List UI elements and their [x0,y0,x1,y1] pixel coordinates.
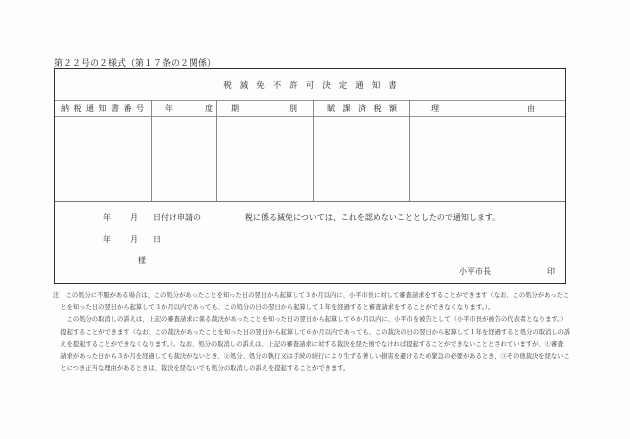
note-line: 提起することができます（なお、この裁決があったことを知った日の翌日から起算して６か月以内であっても、この裁決の日の翌日から起算して１年を経過すると処分の取消しの訴 [54,328,571,336]
decision-message: 税に係る減免については、これを認めないこととしたので通知します。 [245,213,501,222]
legal-notes [54,290,570,375]
notice-message-area [55,201,565,283]
header-reason: 理 由 [431,103,535,113]
cell-fiscal-year[interactable] [152,117,216,201]
note-line: 注 この処分に不服がある場合は、この処分があったことを知った日の翌日から起算して３か月以内に、小平市長に対して審査請求をすることができます（なお、この処分があったこ [53,292,570,299]
note-line: 請求があった日から３か月を経過しても裁決がないとき、②処分、処分の執行又は手続の続行により生ずる著しい損害を避けるため緊急の必要があるとき、③その他裁決を経ないこ [54,353,570,361]
form-number-label: 第２２号の２様式（第１７条の２関係） [54,59,217,69]
header-assessed-tax: 賦 課 済 税 額 [327,103,397,113]
issuer-name: 小平市長 [459,267,491,276]
notice-day-label: 日 [153,235,161,244]
header-period: 期 別 [231,103,297,113]
cell-reason[interactable] [410,117,565,201]
notice-form [54,68,566,284]
cell-period[interactable] [217,117,313,201]
header-notice-number: 納 税 通 知 書 番 号 [61,103,144,113]
note-line: とにつき正当な理由があるときは、裁決を経ないでも処分の取消しの訴えを提起することができます。 [54,365,350,373]
cell-notice-number[interactable] [55,117,151,201]
title-row [55,69,565,101]
notice-month-label: 月 [130,235,138,244]
column-header-row [55,100,565,117]
addressee-suffix: 様 [138,256,146,265]
seal-mark: 印 [547,267,555,276]
header-fiscal-year: 年 度 [165,103,213,113]
note-line: えを提起することができなくなります。）。なお、処分の取消しの訴えは、上記の審査請求に対する裁決を経た後でなければ提起することができないこととされていますが、①審査 [54,340,564,348]
application-month-label: 月 [130,213,138,222]
note-line: とを知った日の翌日から起算して３か月以内であっても、この処分の日の翌日から起算して１年を経過すると審査請求をすることができなくなります。）。 [54,304,495,312]
application-date-text: 日付け申請の [153,213,201,222]
cell-assessed-tax[interactable] [314,117,409,201]
notice-year-label: 年 [103,235,111,244]
application-year-label: 年 [103,213,111,222]
document-title: 税減免不許可決定通知書 [223,80,405,91]
note-line: この処分の取消しの訴えは、上記の審査請求に係る裁決があったことを知った日の翌日から起算して６か月以内に、小平市を被告として（小平市長が被告の代表者となります。） [54,316,567,324]
